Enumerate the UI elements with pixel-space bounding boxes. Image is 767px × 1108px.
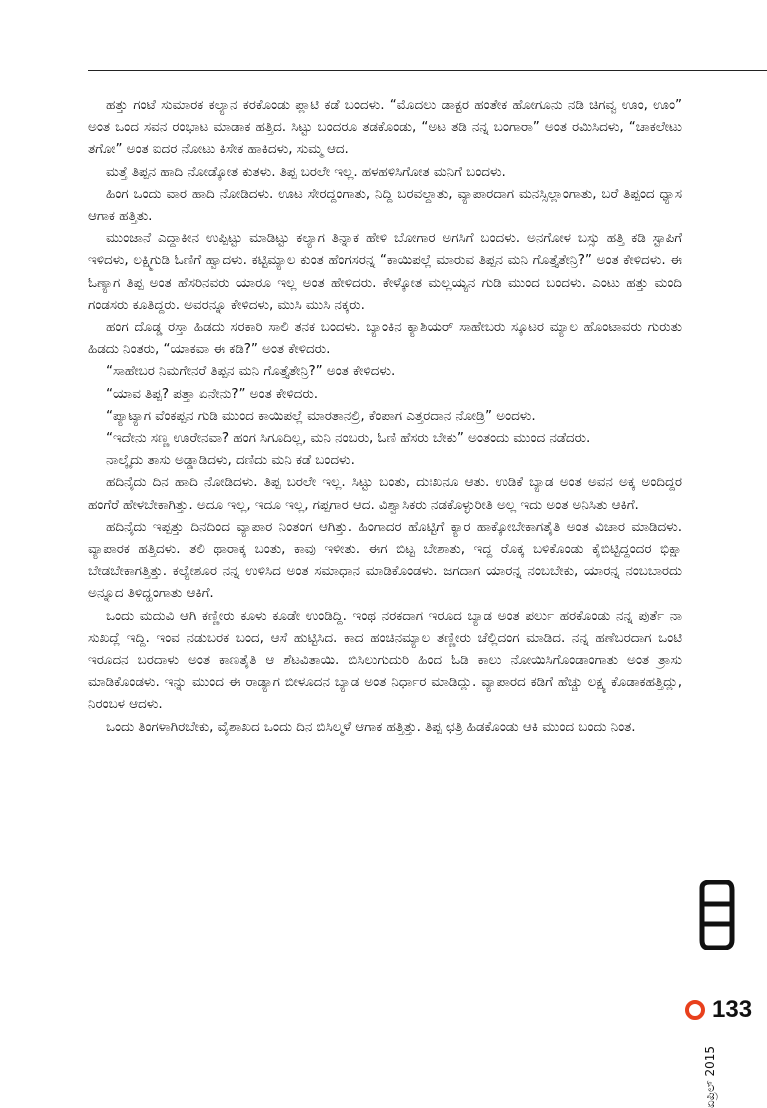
paragraph: “ಸಾಹೇಬರ ನಿಮಗೇನರೆ ತಿಪ್ಪನ ಮನಿ ಗೊತ್ತೈತೇನ್ರಿ?” ಅಂತ ಕೇಳಿದಳು. — [106, 363, 396, 380]
paragraph: ಮುಂಜಾನೆ ಎದ್ದಾಕೀನ ಉಪ್ಪಿಟ್ಟು ಮಾಡಿಟ್ಟು ಕಲ್ಯಾಗ ತಿನ್ನಾಕ ಹೇಳಿ ಬೋಗಾರ ಅಗಸಿಗೆ ಬಂದಳು. ಅನಗೋಳ ಬಸ್ಸು ಹತ್ತಿ ಕಡಿ ಸ್ಟಾಪಿಗೆ ಇಳಿದಳು, ಲಕ್ಷ್ಮಿಗುಡಿ ಓಣಿಗೆ ಹ್ವಾದಳು. ಕಟ್ಟಿಮ್ಯಾಲ ಕುಂತ ಹೆಂಗಸರನ್ನ “ಕಾಯಿಪಲ್ಲೆ ಮಾರುವ ತಿಪ್ಪನ ಮನಿ ಗೊತ್ತೈತೇನ್ರಿ?” ಅಂತ ಕೇಳಿದಳು. ಈ ಓಣ್ಯಾಗ ತಿಪ್ಪ ಅಂತ ಹೆಸರಿನವರು ಯಾರೂ ಇಲ್ಲ ಅಂತ ಹೇಳಿದರು. ಕೇಳ್ಕೋತ ಮಲ್ಲಯ್ಯನ ಗುಡಿ ಮುಂದ ಬಂದಳು. ಎಂಟು ಹತ್ತು ಮಂದಿ ಗಂಡಸರು ಕೂತಿದ್ದರು. ಅವರನ್ನೂ ಕೇಳಿದಳು, ಮುಸಿ ಮುಸಿ ನಕ್ಕರು. — [88, 230, 682, 313]
page-footer — [684, 996, 752, 1024]
paragraph: ಹದಿನೈದು ದಿನ ಹಾದಿ ನೋಡಿದಳು. ತಿಪ್ಪ ಬರಲೇ ಇಲ್ಲ. ಸಿಟ್ಟು ಬಂತು, ದುಃಖನೂ ಆತು. ಉಡಿಕೆ ಬ್ಯಾಡ ಅಂತ ಅವನ ಅಕ್ಕ ಅಂದಿದ್ದರ ಹಂಗೆರೆ ಹೇಳಬೇಕಾಗಿತ್ತು. ಅದೂ ಇಲ್ಲ, ಇದೂ ಇಲ್ಲ, ಗಪ್ಪಗಾರ ಆದ. ವಿಶ್ವಾಸಿಕರು ನಡಕೊಳ್ಳುರೀತಿ ಅಲ್ಲ ಇದು ಅಂತ ಅನಿಸಿತು ಆಕಿಗೆ. — [88, 474, 682, 513]
masthead-logo — [696, 880, 738, 950]
paragraph: “ಇದೇನು ಸಣ್ಣ ಊರೇನವಾ? ಹಂಗ ಸಿಗೂದಿಲ್ಲ, ಮನಿ ನಂಬರು, ಓಣಿ ಹೆಸರು ಬೇಕು” ಅಂತಂದು ಮುಂದ ನಡೆದರು. — [106, 430, 591, 447]
top-rule — [88, 70, 767, 71]
article-body — [88, 94, 682, 738]
paragraph: ಹದಿನೈದು ಇಪ್ಪತ್ತು ದಿನದಿಂದ ವ್ಯಾಪಾರ ನಿಂತಂಗ ಆಗಿತ್ತು. ಹಿಂಗಾದರ ಹೊಟ್ಟಿಗೆ ಕ್ಯಾರ ಹಾಕ್ಕೋಬೇಕಾಗತೈತಿ ಅಂತ ವಿಚಾರ ಮಾಡಿದಳು. ವ್ಯಾಪಾರಕ ಹತ್ತಿದಳು. ತಲಿ ಥಾರಾಕ್ಕ ಬಂತು, ಕಾವು ಇಳೀತು. ಈಗ ಬಿಟ್ಟ ಬೇಶಾತು, ಇದ್ದ ರೊಕ್ಕ ಬಳಿಕೊಂಡು ಕೈಬಿಟ್ಟಿದ್ದಂದರ ಭಿಕ್ಷಾ ಬೇಡಬೇಕಾಗತ್ತಿತ್ತು. ಕಲ್ಯೇಶೂರ ನನ್ನ ಉಳಿಸಿದ ಅಂತ ಸಮಾಧಾನ ಮಾಡಿಕೊಂಡಳು. ಜಗದಾಗ ಯಾರನ್ನ ನಂಬಬೇಕು, ಯಾರನ್ನ ನಂಬಬಾರದು ಅನ್ನೂದ ತಿಳಿದ್ಹಂಗಾತು ಆಕಿಗೆ. — [88, 518, 682, 602]
paragraph: “ಯಾವ ತಿಪ್ಪ? ಪತ್ತಾ ಏನೇನು?” ಅಂತ ಕೇಳಿದರು. — [106, 385, 318, 402]
circle-icon — [684, 999, 706, 1021]
paragraph: ಹಂಗ ದೊಡ್ಡ ರಸ್ತಾ ಹಿಡದು ಸರಕಾರಿ ಸಾಲಿ ತನಕ ಬಂದಳು. ಬ್ಯಾಂಕಿನ ಕ್ಯಾಶಿಯರ್ ಸಾಹೇಬರು ಸ್ಕೂಟರ ಮ್ಯಾಲ ಹೊಂಟಾವರು ಗುರುತು ಹಿಡದು ನಿಂತರು, “ಯಾಕವಾ ಈ ಕಡಿ?” ಅಂತ ಕೇಳಿದರು. — [88, 319, 682, 358]
paragraph: ಒಂದು ಮದುವಿ ಆಗಿ ಕಣ್ಣೀರು ಕೂಳು ಕೂಡೇ ಉಂಡಿದ್ದಿ. ಇಂಥ ನರಕದಾಗ ಇರೂದ ಬ್ಯಾಡ ಅಂತ ಪರ್ಲು ಹರಕೊಂಡು ನನ್ನ ಪುರ್ತೆ ನಾ ಸುಖದ್ಲೆ ಇದ್ದಿ. ಇಂವ ನಡುಬರಕ ಬಂದ, ಆಸೆ ಹುಟ್ಟಿಸಿದ. ಕಾದ ಹಂಚಿನಮ್ಯಾಲ ತಣ್ಣೀರು ಚೆಲ್ಲಿದಂಗ ಮಾಡಿದ. ನನ್ನ ಹಣೆಬರದಾಗ ಒಂಟಿ ಇರೂದನ ಬರದಾಳು ಅಂತ ಕಾಣತೈತಿ ಆ ಶೆಟವಿತಾಯಿ. ಬಿಸಿಲುಗುದುರಿ ಹಿಂದ ಓಡಿ ಕಾಲು ನೋಯಿಸಿಗೊಂಡಾಂಗಾತು ಅಂತ ತ್ರಾಸು ಮಾಡಿಕೊಂಡಳು. ಇನ್ನು ಮುಂದ ಈ ರಾಡ್ಯಾಗ ಬೀಳೂದನ ಬ್ಯಾಡ ಅಂತ ನಿರ್ಧಾರ ಮಾಡಿದ್ಲು. ವ್ಯಾಪಾರದ ಕಡಿಗೆ ಹೆಚ್ಚು ಲಕ್ಷ್ಯ ಕೊಡಾಕಹತ್ತಿದ್ಲು, ನಿರಂಬಳ ಆದಳು. — [88, 607, 682, 713]
paragraph: ಮತ್ತೆ ತಿಪ್ಪನ ಹಾದಿ ನೋಡ್ಕೋತ ಕುತಳು. ತಿಪ್ಪ ಬರಲೇ ಇಲ್ಲ. ಹಳಹಳಿಸಿಗೋತ ಮನಿಗೆ ಬಂದಳು. — [106, 163, 506, 180]
paragraph: ಹಿಂಗ ಒಂದು ವಾರ ಹಾದಿ ನೋಡಿದಳು. ಊಟ ಸೇರದ್ದಂಗಾತು, ನಿದ್ದಿ ಬರವಲ್ದಾತು, ವ್ಯಾಪಾರದಾಗ ಮನಸ್ಸಿಲ್ಲಾಂಗಾತು, ಬರೆ ತಿಪ್ಪಂದ ಧ್ಯಾಸ ಆಗಾಕ ಹತ್ತಿತು. — [88, 185, 683, 225]
paragraph: ನಾಲ್ಕೈದು ತಾಸು ಅಡ್ಡಾಡಿದಳು, ದಣಿದು ಮನಿ ಕಡೆ ಬಂದಳು. — [106, 452, 355, 469]
paragraph: ಹತ್ತು ಗಂಟೆ ಸುಮಾರಕ ಕಲ್ಯಾನ ಕರಕೊಂಡು ಪ್ಲಾಟಿ ಕಡೆ ಬಂದಳು. “ಮೊದಲು ಡಾಕ್ಟರ ಹಂತೇಕ ಹೋಗೂನು ನಡಿ ಚಿಗವ್ವ ಊಂ, ಊಂ” ಅಂತ ಒಂದ ಸವನ ರಂಭಾಟ ಮಾಡಾಕ ಹತ್ತಿದ. ಸಿಟ್ಟು ಬಂದರೂ ತಡಕೊಂಡು, “ಅಟ ತಡಿ ನನ್ನ ಬಂಗಾರಾ” ಅಂತ ರಮಿಸಿದಳು, “ಚಾಕಲೇಟು ತಗೋ” ಅಂತ ಐದರ ನೋಟು ಕಿಸೇಕ ಹಾಕಿದಳು, ಸುಮ್ಮ ಆದ. — [88, 97, 682, 158]
page-number: 133 — [712, 996, 753, 1023]
paragraph: “ಪ್ಯಾಟ್ಯಾಗ ವೆಂಕಪ್ಪನ ಗುಡಿ ಮುಂದ ಕಾಯಿಪಲ್ಲೆ ಮಾರತಾನಲ್ರಿ, ಕೆಂಪಾಗ ಎತ್ತರದಾನ ನೋಡ್ರಿ” ಅಂದಳು. — [106, 407, 536, 424]
paragraph: ಒಂದು ತಿಂಗಳಾಗಿರಬೇಕು, ವೈಶಾಖದ ಒಂದು ದಿನ ಬಿಸಿಲ್ಮಳೆ ಆಗಾಕ ಹತ್ತಿತ್ತು. ತಿಪ್ಪ ಛತ್ರಿ ಹಿಡಕೊಂಡು ಆಕಿ ಮುಂದ ಬಂದು ನಿಂತ. — [106, 718, 636, 735]
side-date: ಏಪ್ರಿಲ್ 2015 — [703, 1046, 717, 1108]
